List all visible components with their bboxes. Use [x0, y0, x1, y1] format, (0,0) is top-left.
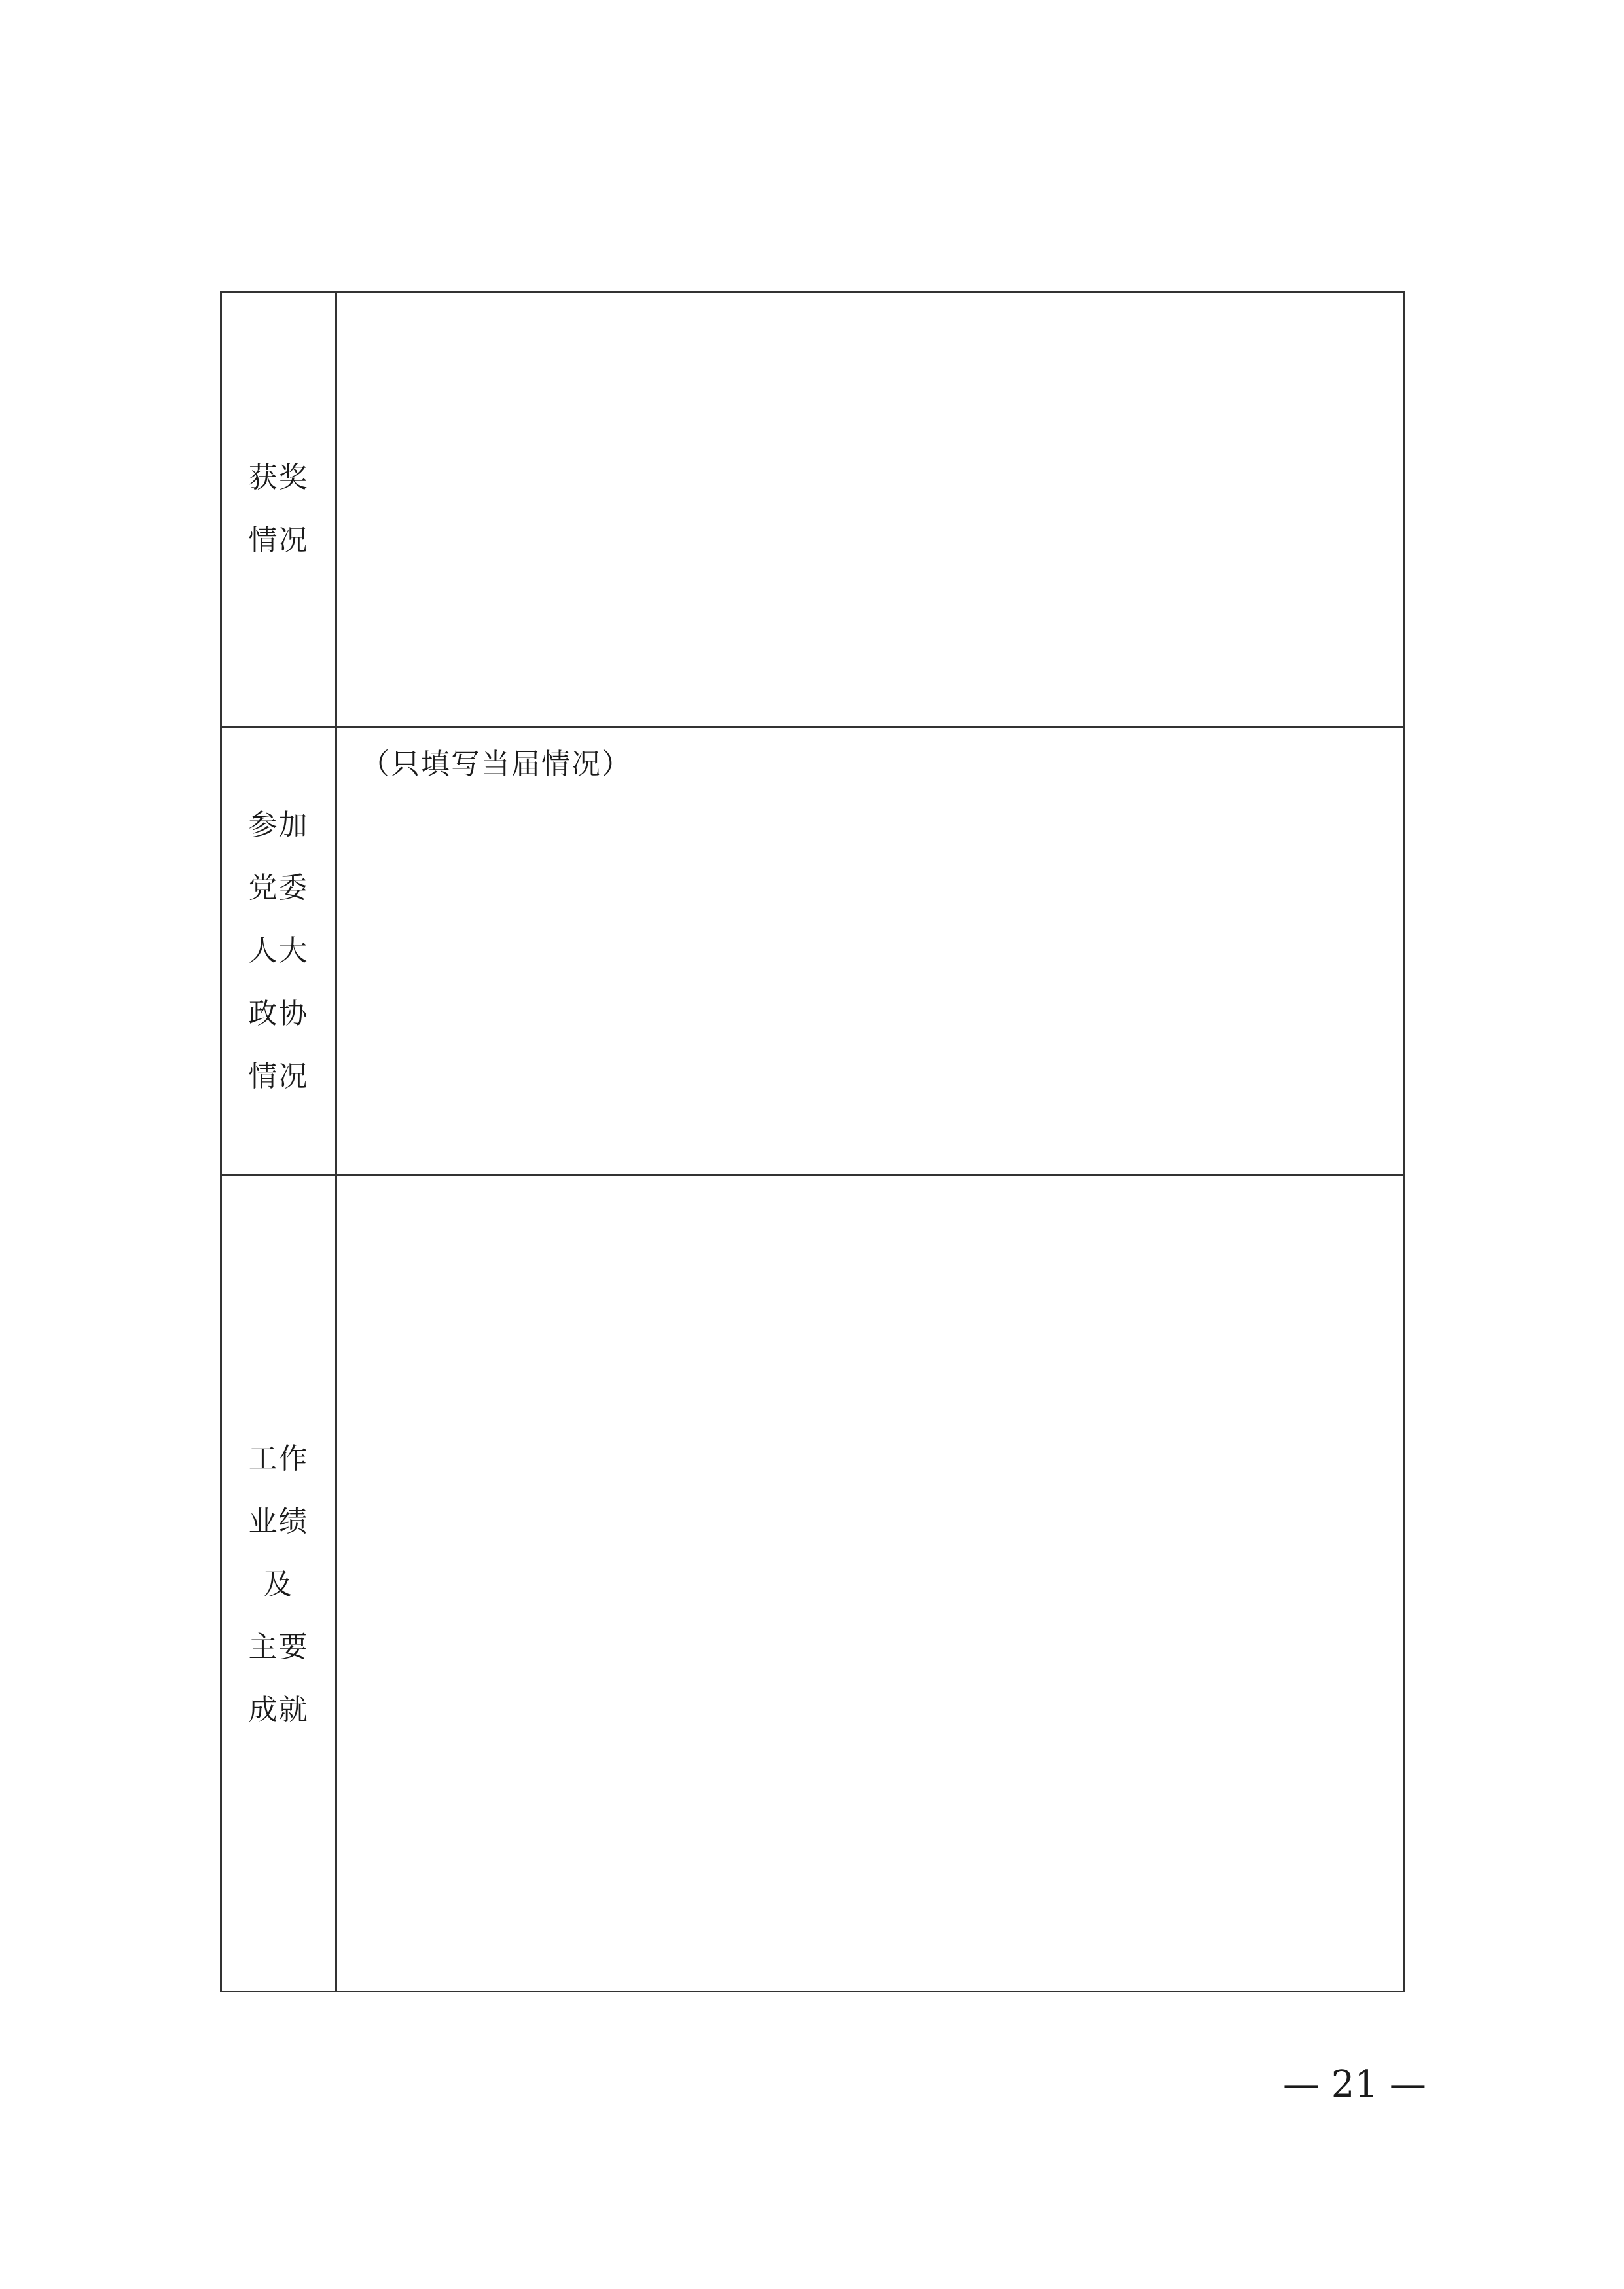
awards-label-line: 情况: [248, 524, 309, 557]
form-table: [220, 291, 1405, 1992]
achievements-content-cell[interactable]: [337, 1176, 1403, 1992]
party-congress-row: [222, 728, 1403, 1176]
achievements-label-line: 工作: [248, 1441, 309, 1475]
party-congress-label-line: 党委: [248, 871, 309, 905]
achievements-label-cell: [222, 1176, 337, 1992]
awards-row: [222, 293, 1403, 728]
achievements-row: [222, 1176, 1403, 1992]
awards-label-cell: [222, 293, 337, 726]
awards-label-line: 获奖: [248, 461, 309, 494]
awards-content-cell[interactable]: [337, 293, 1403, 726]
achievements-label-line: 业绩: [248, 1504, 309, 1538]
page-number: — 21 —: [1283, 2063, 1426, 2106]
party-congress-label-line: 人大: [248, 934, 309, 967]
achievements-label-line: 及: [263, 1567, 294, 1601]
achievements-label-line: 成就: [248, 1693, 309, 1727]
party-congress-label-line: 情况: [248, 1060, 309, 1093]
party-congress-label-line: 政协: [248, 997, 309, 1030]
party-congress-content-cell[interactable]: [337, 728, 1403, 1174]
party-congress-label-line: 参加: [248, 808, 309, 842]
achievements-label-line: 主要: [248, 1630, 309, 1664]
current-term-note: （只填写当届情况）: [361, 748, 632, 781]
party-congress-label-cell: [222, 728, 337, 1174]
